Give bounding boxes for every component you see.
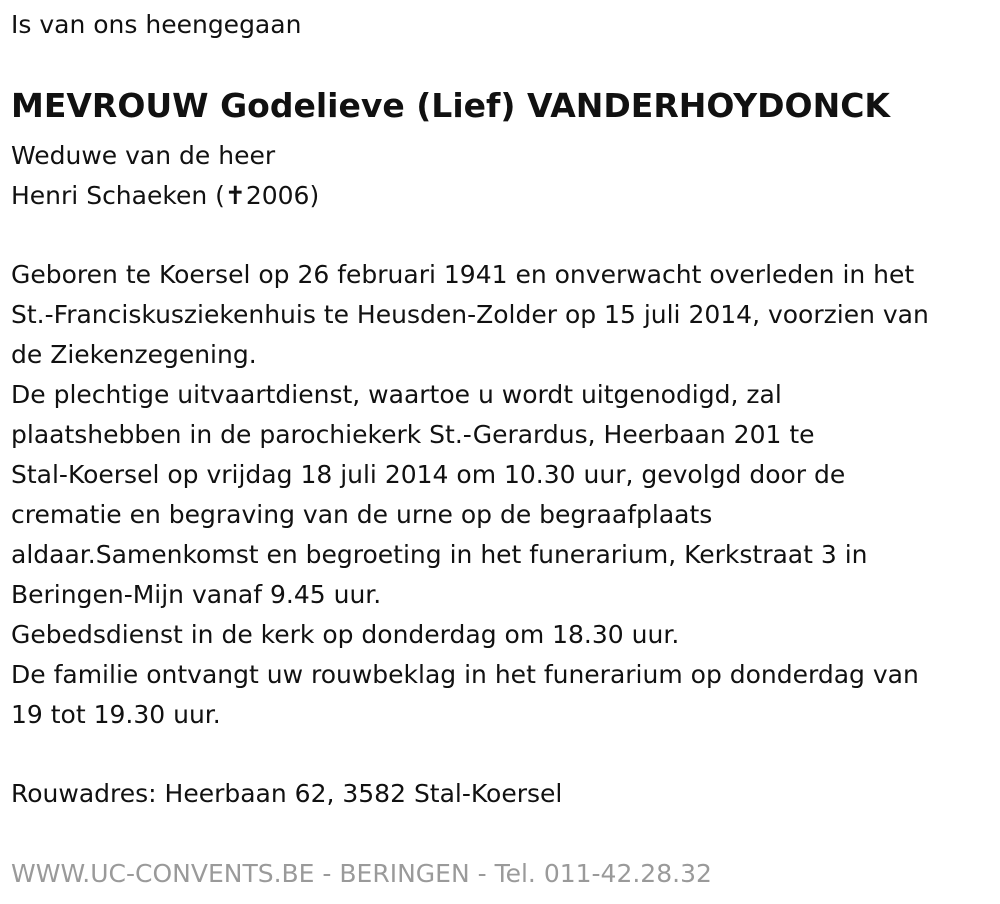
body-line: 19 tot 19.30 uur. bbox=[11, 700, 221, 729]
funeral-home-footer: WWW.UC-CONVENTS.BE - BERINGEN - Tel. 011-42.28.32 bbox=[11, 859, 712, 888]
deceased-name: MEVROUW Godelieve (Lief) VANDERHOYDONCK bbox=[11, 86, 890, 125]
body-line: De plechtige uitvaartdienst, waartoe u wordt uitgenodigd, zal bbox=[11, 380, 782, 409]
widow-block bbox=[11, 136, 319, 216]
body-line: St.-Franciskusziekenhuis te Heusden-Zolder op 15 juli 2014, voorzien van bbox=[11, 300, 929, 329]
body-line: Geboren te Koersel op 26 februari 1941 en onverwacht overleden in het bbox=[11, 260, 915, 289]
notice-body bbox=[11, 255, 929, 735]
body-line: crematie en begraving van de urne op de begraafplaats bbox=[11, 500, 713, 529]
body-line: Gebedsdienst in de kerk op donderdag om 18.30 uur. bbox=[11, 620, 680, 649]
body-line: de Ziekenzegening. bbox=[11, 340, 257, 369]
widow-line: Henri Schaeken (✝2006) bbox=[11, 181, 320, 210]
body-line: De familie ontvangt uw rouwbeklag in het funerarium op donderdag van bbox=[11, 660, 919, 689]
widow-line: Weduwe van de heer bbox=[11, 141, 276, 170]
mourning-address: Rouwadres: Heerbaan 62, 3582 Stal-Koersel bbox=[11, 779, 563, 808]
body-line: plaatshebben in de parochiekerk St.-Gerardus, Heerbaan 201 te bbox=[11, 420, 815, 449]
body-line: aldaar.Samenkomst en begroeting in het funerarium, Kerkstraat 3 in bbox=[11, 540, 868, 569]
body-line: Beringen-Mijn vanaf 9.45 uur. bbox=[11, 580, 382, 609]
intro-line: Is van ons heengegaan bbox=[11, 10, 302, 39]
body-line: Stal-Koersel op vrijdag 18 juli 2014 om 10.30 uur, gevolgd door de bbox=[11, 460, 846, 489]
